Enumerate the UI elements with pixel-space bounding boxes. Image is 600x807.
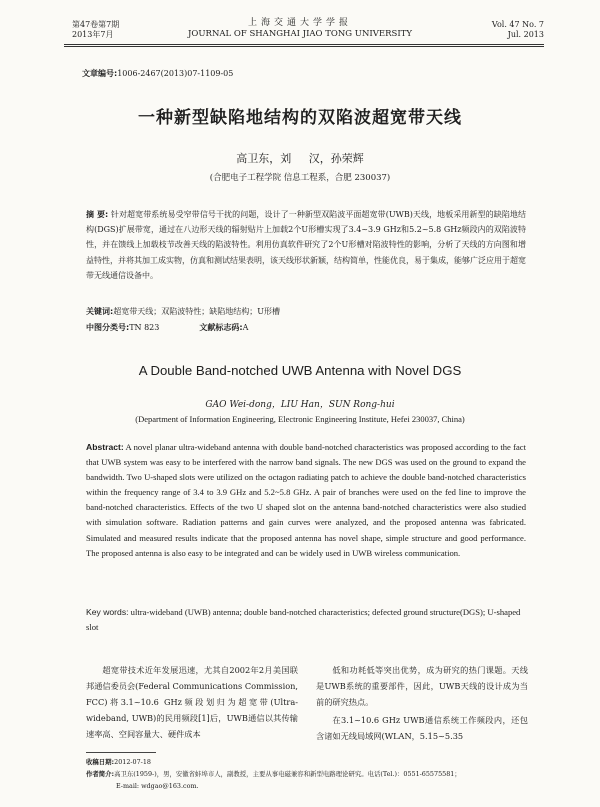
abstract-cn: [86, 207, 526, 283]
keywords-cn-text: 超宽带天线；双陷波特性；缺陷地结构；U形槽: [113, 307, 280, 316]
header-rule-2: [64, 46, 544, 47]
affiliation-cn: (合肥电子工程学院 信息工程系，合肥 230037): [209, 173, 391, 183]
abstract-en-label: Abstract:: [86, 442, 124, 452]
keywords-en-label: Key words:: [86, 607, 129, 617]
abstract-cn-text: 针对超宽带系统易受窄带信号干扰的问题，设计了一种新型双陷波平面超宽带(UWB)天线，地板采用新型的缺陷地结构(DGS)扩展带宽，通过在八边形天线的辐射贴片上加载2个U形槽实现了3.4~3.9 GHz和5.2~5.8 GHz频段内的双陷波特性，并在馈线上加载枝节改善天线的陷波特性。利用仿真软件研究了2个U形槽对陷波特性的影响，分析了天线的方向图和增益特性，并将其加工成实物，仿真和测试结果表明，该天线形状新颖，结构简单，性能优良，易于集成，能够广泛应用于超宽带无线通信设备中。: [86, 210, 527, 280]
header-journal: [170, 18, 430, 40]
author-info-text: 高卫东(1959-)，男，安徽省蚌埠市人，副教授，主要从事电磁兼容和新型电路理论研究。电话(Tel.)：0551-65575581；: [114, 770, 461, 778]
footnote-received: [86, 757, 556, 767]
header-volume-en: [492, 20, 544, 40]
header-volume-cn: [72, 20, 119, 40]
article-number-label: 文章编号:: [82, 69, 118, 78]
footnote-email: E-mail: wdgao@163.com.: [116, 782, 199, 790]
header-vol-en: Vol. 47 No. 7: [491, 20, 544, 29]
title-en: A Double Band-notched UWB Antenna with Novel DGS: [138, 363, 462, 378]
class-number-value: TN 823: [129, 323, 160, 332]
footnote-rule: [86, 752, 156, 753]
header-date-en: Jul. 2013: [507, 30, 544, 39]
keywords-en-text: ultra-wideband (UWB) antenna; double band-notched characteristics; defected ground structure(DGS); U-shaped slot: [86, 607, 521, 633]
authors-cn: 高卫东，刘 汉，孙荣辉: [236, 152, 364, 165]
article-number-value: 1006-2467(2013)07-1109-05: [117, 69, 234, 78]
abstract-en: [86, 440, 526, 561]
class-number-label: 中图分类号:: [86, 323, 130, 332]
journal-name-en: JOURNAL OF SHANGHAI JIAO TONG UNIVERSITY: [188, 29, 412, 39]
author-info-label: 作者简介:: [86, 770, 115, 778]
keywords-en: [86, 605, 526, 635]
article-number: [82, 68, 233, 79]
doc-code-value: A: [242, 323, 249, 332]
header-date-cn: 2013年7月: [72, 30, 114, 39]
body-right-paragraph-1: 低和功耗低等突出优势，成为研究的热门课题。天线是UWB系统的重要部件，因此，UWB天线的设计成为当前的研究热点。: [316, 665, 528, 707]
body-right-paragraph-2: 在3.1~10.6 GHz UWB通信系统工作频段内，还包含诸如无线局域网(WLAN，5.15~5.35: [316, 715, 528, 741]
header-rule: [64, 44, 544, 45]
keywords-cn: [86, 306, 280, 317]
keywords-cn-label: 关键词:: [86, 307, 114, 316]
received-date: 2012-07-18: [114, 758, 151, 766]
received-label: 收稿日期:: [86, 758, 115, 766]
journal-name-cn: 上海交通大学学报: [247, 18, 352, 28]
footnote-author: [86, 769, 556, 779]
body-right-column: [316, 662, 528, 744]
affiliation-en: (Department of Information Engineering, Electronic Engineering Institute, Hefei 230037, China): [135, 414, 465, 424]
authors-en: GAO Wei-dong，LIU Han，SUN Rong-hui: [205, 400, 395, 410]
doc-code-label: 文献标志码:: [199, 323, 243, 332]
classification: [86, 322, 248, 333]
body-left-column: 超宽带技术近年发展迅速，尤其自2002年2月美国联邦通信委员会(Federal Communications Commission, FCC)将3.1~10.6 GHz频段划归为超宽带(Ultra-wideband, UWB)的民用频段[1]后，UWB通信以其传输速率高、空间容量大、硬件成本: [86, 665, 298, 739]
title-cn: 一种新型缺陷地结构的双陷波超宽带天线: [138, 108, 462, 128]
header-vol-cn: 第47卷第7期: [72, 20, 120, 29]
abstract-cn-label: 摘 要:: [86, 210, 109, 219]
abstract-en-text: A novel planar ultra-wideband antenna with double band-notched characteristics was proposed according to the fact that UWB system was easy to be interfered with the narrow band signals. The new DGS was used on the ground to expand the bandwidth. Two U-shaped slots were utilized on the octagon radiating patch to achieve the double band-notched characteristics within the frequency range of 3.4 to 3.9 GHz and 5.2~5.8 GHz. A pair of branches were used on the fed line to improve the band-notched characteristics. Effects of the two U shaped slot on the antenna band-notched characteristics were also studied with simulation software. Radiation patterns and gain curves were analyzed, and the proposed antenna was fabricated. Simulated and measured results indicate that the proposed antenna has novel shape, simple structure and good performance. The proposed antenna is also easy to be integrated and can be widely used in UWB wireless communication.: [86, 442, 526, 558]
